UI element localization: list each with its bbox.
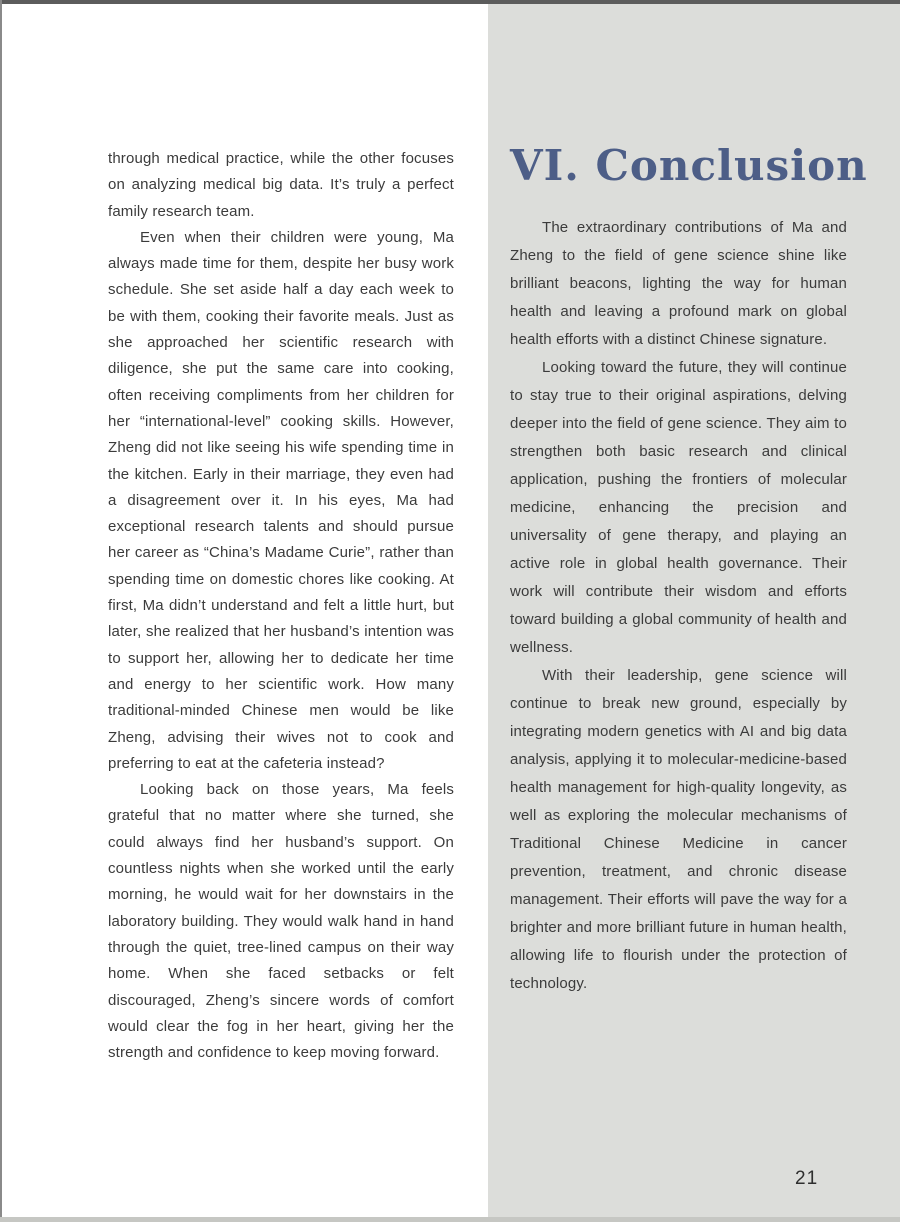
page-top-edge [0,0,900,4]
body-paragraph: The extraordinary contributions of Ma and Zheng to the field of gene science shine like brilliant beacons, lighting the way for human health and leaving a profound mark on global health efforts with a distinct Chinese signature. [510,219,847,348]
body-paragraph: Looking toward the future, they will continue to stay true to their original aspirations, delving deeper into the field of gene science. They aim to strengthen both basic research and clinical application, pushing the frontiers of molecular medicine, enhancing the precision and universality of gene therapy, and playing an active role in global health governance. Their work will contribute their wisdom and efforts toward building a global community of health and wellness. [510,359,847,656]
page-number: 21 [795,1168,819,1189]
section-heading: VI. Conclusion [510,141,868,190]
body-paragraph-continuation: through medical practice, while the other focuses on analyzing medical big data. It’s truly a perfect family research team. [108,150,454,220]
page-bottom-edge [0,1217,900,1222]
right-column [510,140,868,998]
body-paragraph: Looking back on those years, Ma feels grateful that no matter where she turned, she could always find her husband’s support. On countless nights when she worked until the early morning, he would wait for her downstairs in the laboratory building. They would walk hand in hand through the quiet, tree-lined campus on their way home. When she faced setbacks or felt discouraged, Zheng’s sincere words of comfort would clear the fog in her heart, giving her the strength and confidence to keep moving forward. [108,781,454,1062]
page-left-edge [0,0,2,1222]
body-paragraph: Even when their children were young, Ma always made time for them, despite her busy work schedule. She set aside half a day each week to be with them, cooking their favorite meals. Just as she approached her scientific research with diligence, she put the same care into cooking, often receiving compliments from her children for her “international-level” cooking skills. However, Zheng did not like seeing his wife spending time in the kitchen. Early in their marriage, they even had a disagreement over it. In his eyes, Ma had exceptional research talents and should pursue her career as “China’s Madame Curie”, rather than spending time on domestic chores like cooking. At first, Ma didn’t understand and felt a little hurt, but later, she realized that her husband’s intention was to support her, allowing her to dedicate her time and energy to her scientific work. How many traditional-minded Chinese men would be like Zheng, advising their wives not to cook and preferring to eat at the cafeteria instead? [108,228,454,772]
left-column [108,146,454,1066]
body-paragraph: With their leadership, gene science will continue to break new ground, especially by integrating modern genetics with AI and big data analysis, applying it to molecular-medicine-based health management for high-quality longevity, as well as exploring the molecular mechanisms of Traditional Chinese Medicine in cancer prevention, treatment, and chronic disease management. Their efforts will pave the way for a brighter and more brilliant future in human health, allowing life to flourish under the protection of technology. [510,667,847,992]
